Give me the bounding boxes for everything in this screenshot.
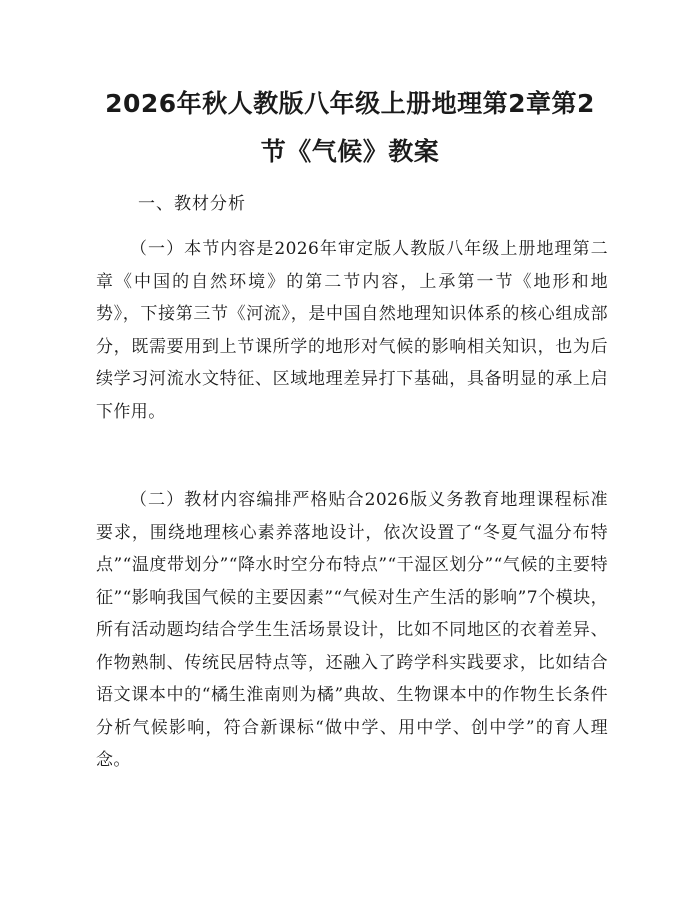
document-title <box>95 80 605 176</box>
document-title-line-1: 2026年秋人教版八年级上册地理第2章第2 <box>105 89 595 118</box>
paragraph-2: （二）教材内容编排严格贴合2026版义务教育地理课程标准要求，围绕地理核心素养落地设计，依次设置了“冬夏气温分布特点”“温度带划分”“降水时空分布特点”“干湿区划分”“气候的主要特征”“影响我国气候的主要因素”“气候对生产生活的影响”7个模块，所有活动题均结合学生生活场景设计，比如不同地区的衣着差异、作物熟制、传统民居特点等，还融入了跨学科实践要求，比如结合语文课本中的“橘生淮南则为橘”典故、生物课本中的作物生长条件分析气候影响，符合新课标“做中学、用中学、创中学”的育人理念。 <box>96 490 608 770</box>
document-title-line-2: 节《气候》教案 <box>260 137 440 166</box>
paragraph-1: （一）本节内容是2026年审定版人教版八年级上册地理第二章《中国的自然环境》的第二节内容，上承第一节《地形和地势》，下接第三节《河流》，是中国自然地理知识体系的核心组成部分，既需要用到上节课所学的地形对气候的影响相关知识，也为后续学习河流水文特征、区域地理差异打下基础，具备明显的承上启下作用。 <box>96 239 608 422</box>
section-heading: 一、教材分析 <box>138 194 246 214</box>
